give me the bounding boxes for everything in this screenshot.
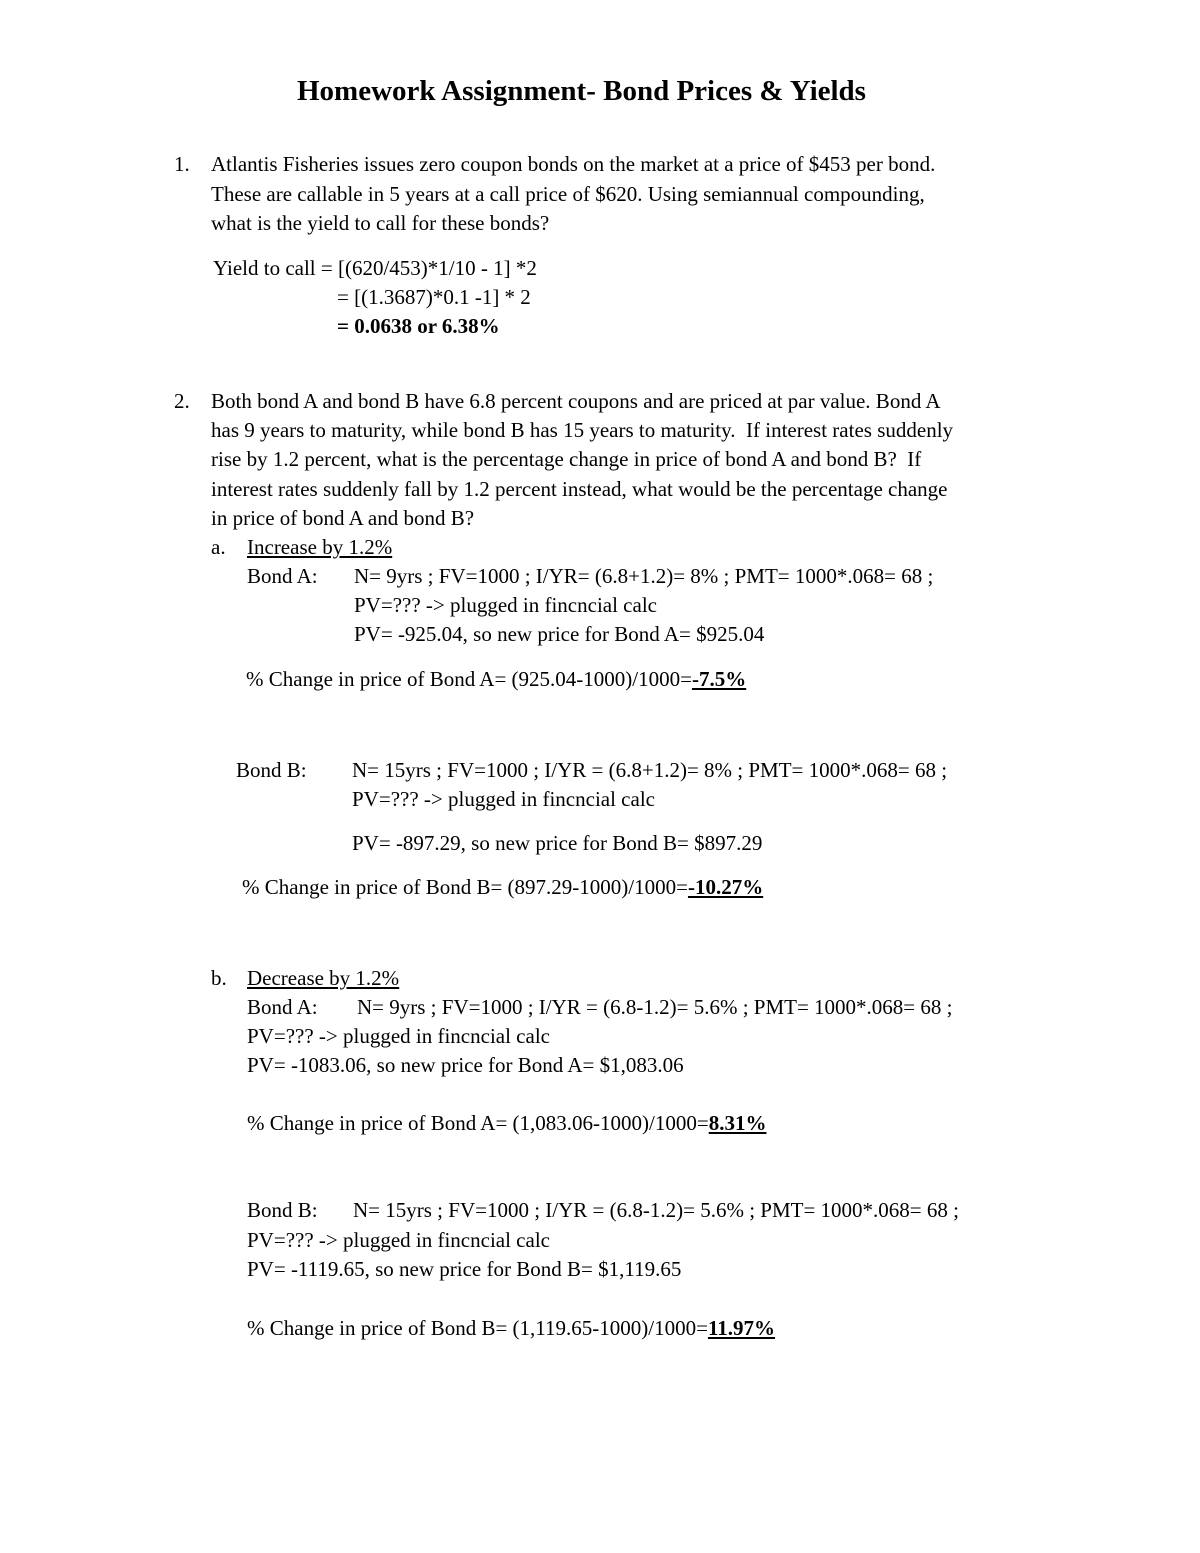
q2-text-line-3: rise by 1.2 percent, what is the percentage change in price of bond A and bond B? If bbox=[211, 447, 922, 471]
part-a-bond-a-line-2: PV=??? -> plugged in fincncial calc bbox=[354, 593, 657, 617]
q2-number: 2. bbox=[174, 389, 190, 413]
part-a-bond-b-change bbox=[242, 874, 763, 900]
part-b-bond-a-change-result: 8.31% bbox=[708, 1111, 767, 1135]
q2-text-line-1: Both bond A and bond B have 6.8 percent coupons and are priced at par value. Bond A bbox=[211, 389, 941, 413]
part-b-heading: Decrease by 1.2% bbox=[247, 966, 400, 990]
q1-text-line-2: These are callable in 5 years at a call price of $620. Using semiannual compounding, bbox=[211, 182, 925, 206]
part-b-bond-b-change-formula: % Change in price of Bond B= (1,119.65-1000)/1000= bbox=[247, 1316, 708, 1340]
part-a-marker: a. bbox=[211, 535, 226, 559]
part-a-bond-b-line-1: N= 15yrs ; FV=1000 ; I/YR = (6.8+1.2)= 8% ; PMT= 1000*.068= 68 ; bbox=[352, 758, 948, 782]
part-a-bond-a-line-1: N= 9yrs ; FV=1000 ; I/YR= (6.8+1.2)= 8% ; PMT= 1000*.068= 68 ; bbox=[354, 564, 934, 588]
part-a-bond-a-change-result: -7.5% bbox=[691, 667, 747, 691]
part-a-bond-b-change-formula: % Change in price of Bond B= (897.29-1000)/1000= bbox=[242, 875, 688, 899]
part-b-marker: b. bbox=[211, 966, 227, 990]
q2-text-line-5: in price of bond A and bond B? bbox=[211, 506, 475, 530]
part-a-bond-a-change bbox=[246, 666, 746, 692]
part-a-bond-b-label: Bond B: bbox=[236, 758, 307, 782]
part-a-heading: Increase by 1.2% bbox=[247, 535, 393, 559]
part-b-bond-b-change bbox=[247, 1315, 775, 1341]
q2-text-line-4: interest rates suddenly fall by 1.2 percent instead, what would be the percentage change bbox=[211, 477, 948, 501]
part-a-bond-a-change-formula: % Change in price of Bond A= (925.04-1000)/1000= bbox=[246, 667, 692, 691]
part-b-bond-b-line-1: N= 15yrs ; FV=1000 ; I/YR = (6.8-1.2)= 5.6% ; PMT= 1000*.068= 68 ; bbox=[353, 1198, 959, 1222]
q1-text-line-3: what is the yield to call for these bonds? bbox=[211, 211, 550, 235]
q1-work-line-2: = [(1.3687)*0.1 -1] * 2 bbox=[337, 285, 531, 309]
part-a-bond-b-line-3: PV= -897.29, so new price for Bond B= $897.29 bbox=[352, 831, 763, 855]
part-b-bond-b-line-3: PV= -1119.65, so new price for Bond B= $1,119.65 bbox=[247, 1257, 682, 1281]
q1-text-line-1: Atlantis Fisheries issues zero coupon bonds on the market at a price of $453 per bond. bbox=[211, 152, 936, 176]
part-b-bond-a-label: Bond A: bbox=[247, 995, 318, 1019]
part-a-bond-b-change-result: -10.27% bbox=[687, 875, 764, 899]
q1-number: 1. bbox=[174, 152, 190, 176]
part-a-bond-b-line-2: PV=??? -> plugged in fincncial calc bbox=[352, 787, 655, 811]
part-b-bond-b-line-2: PV=??? -> plugged in fincncial calc bbox=[247, 1228, 550, 1252]
part-a-bond-a-label: Bond A: bbox=[247, 564, 318, 588]
part-a-bond-a-line-3: PV= -925.04, so new price for Bond A= $925.04 bbox=[354, 622, 765, 646]
part-b-bond-b-label: Bond B: bbox=[247, 1198, 318, 1222]
q1-work-line-1: Yield to call = [(620/453)*1/10 - 1] *2 bbox=[213, 256, 537, 280]
page-title: Homework Assignment- Bond Prices & Yields bbox=[297, 75, 866, 107]
part-b-bond-a-line-1: N= 9yrs ; FV=1000 ; I/YR = (6.8-1.2)= 5.6% ; PMT= 1000*.068= 68 ; bbox=[357, 995, 953, 1019]
q2-text-line-2: has 9 years to maturity, while bond B has 15 years to maturity. If interest rates suddenly bbox=[211, 418, 954, 442]
part-b-bond-a-line-3: PV= -1083.06, so new price for Bond A= $1,083.06 bbox=[247, 1053, 684, 1077]
part-b-bond-b-change-result: 11.97% bbox=[707, 1316, 776, 1340]
part-b-bond-a-change bbox=[247, 1110, 766, 1136]
part-b-bond-a-line-2: PV=??? -> plugged in fincncial calc bbox=[247, 1024, 550, 1048]
q1-answer: = 0.0638 or 6.38% bbox=[337, 314, 500, 338]
part-b-bond-a-change-formula: % Change in price of Bond A= (1,083.06-1000)/1000= bbox=[247, 1111, 709, 1135]
